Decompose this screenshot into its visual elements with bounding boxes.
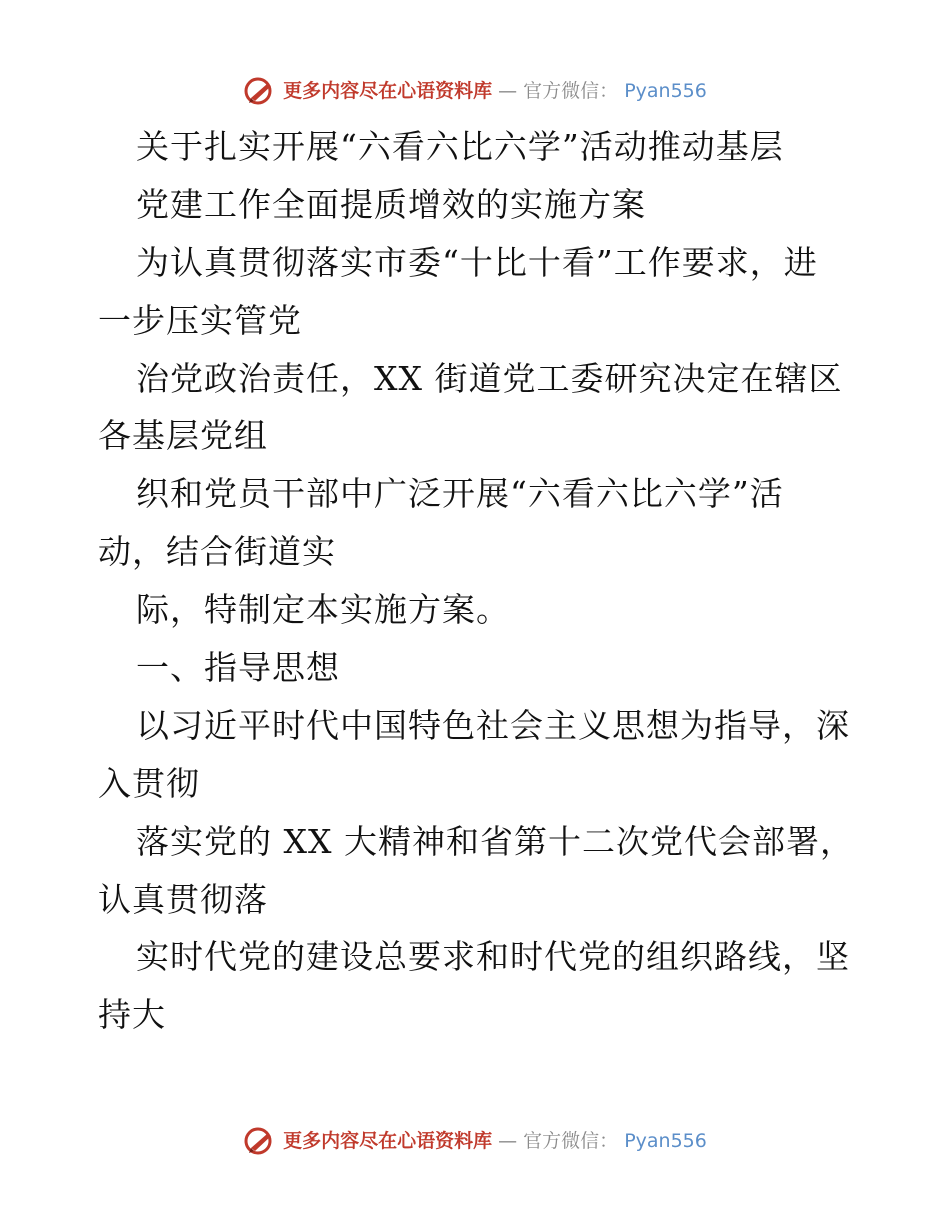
text-line: 入贯彻	[98, 763, 200, 803]
document-body	[98, 118, 868, 1044]
text-line: 动，结合街道实	[98, 532, 336, 572]
watermark-label: 官方微信：	[523, 1130, 619, 1152]
footer-watermark	[0, 1126, 950, 1156]
header-watermark	[0, 76, 950, 106]
text-line: 织和党员干部中广泛开展“六看六比六学”活	[136, 474, 784, 514]
text-line: 际，特制定本实施方案。	[136, 590, 510, 630]
text-line: 各基层党组	[98, 416, 268, 456]
text-line: 一、指导思想	[136, 648, 340, 688]
watermark-account: Pyan556	[624, 80, 707, 102]
text-line: 为认真贯彻落实市委“十比十看”工作要求，进	[136, 242, 818, 282]
watermark-brand: 更多内容尽在心语资料库	[283, 80, 493, 102]
text-line: 一步压实管党	[98, 300, 302, 340]
watermark-dash: —	[498, 1130, 518, 1152]
text-line: 党建工作全面提质增效的实施方案	[136, 184, 646, 224]
text-line: 关于扎实开展“六看六比六学”活动推动基层	[136, 127, 784, 166]
text-line: 治党政治责任，XX 街道党工委研究决定在辖区	[136, 358, 843, 398]
text-line: 实时代党的建设总要求和时代党的组织路线，坚	[136, 937, 850, 977]
watermark-brand: 更多内容尽在心语资料库	[283, 1130, 493, 1152]
text-line: 落实党的 XX 大精神和省第十二次党代会部署，	[136, 821, 854, 861]
watermark-dash: —	[498, 80, 518, 102]
watermark-label: 官方微信：	[523, 80, 619, 102]
pen-logo-icon	[243, 76, 277, 106]
pen-logo-icon	[243, 1126, 277, 1156]
text-line: 认真贯彻落	[98, 879, 268, 919]
watermark-account: Pyan556	[624, 1130, 707, 1152]
text-line: 以习近平时代中国特色社会主义思想为指导，深	[136, 705, 850, 745]
text-line: 持大	[98, 995, 166, 1035]
